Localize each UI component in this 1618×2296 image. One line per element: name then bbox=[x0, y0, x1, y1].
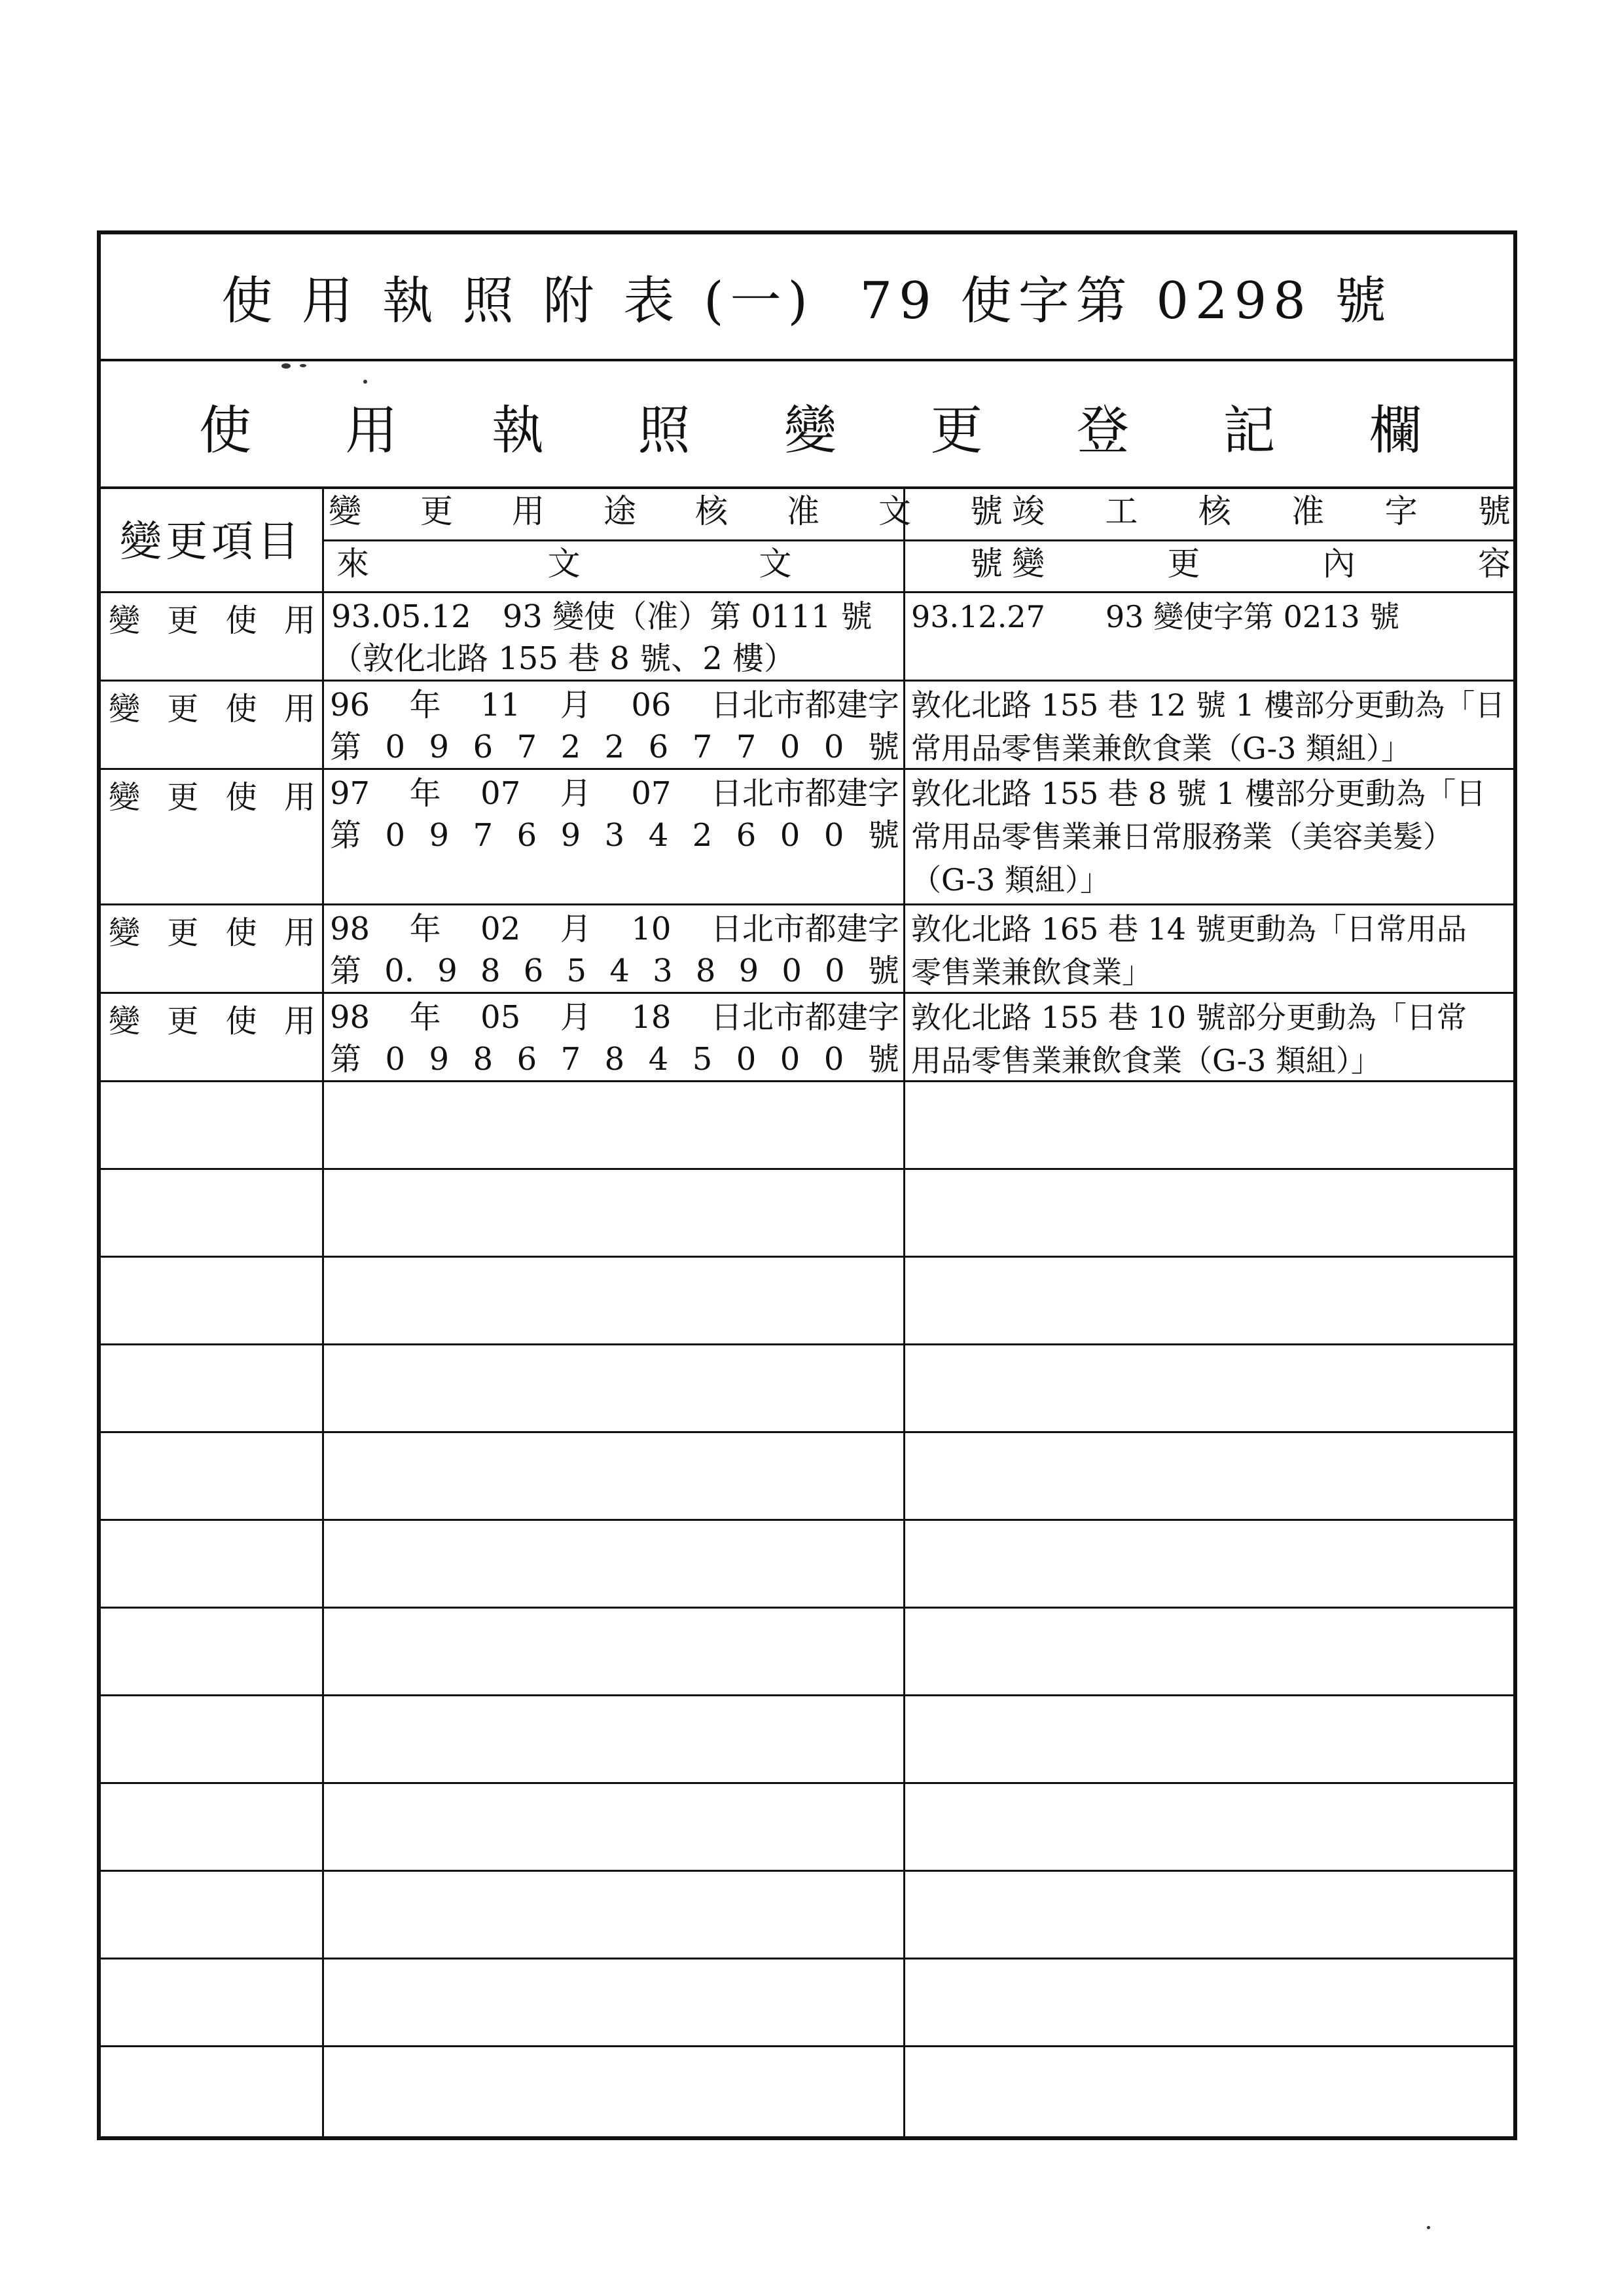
change-item-char: 變 bbox=[109, 602, 141, 639]
column-divider bbox=[903, 486, 905, 2140]
change-item-char: 用 bbox=[283, 1003, 315, 1040]
row-divider bbox=[101, 1607, 1513, 1609]
change-item-char: 更 bbox=[167, 602, 199, 639]
title-char: 登 bbox=[1077, 400, 1129, 461]
change-item-label bbox=[101, 683, 322, 727]
doc-number-part: 10 bbox=[631, 911, 672, 947]
doc-number-part: 3 bbox=[604, 817, 625, 854]
approval-doc-line bbox=[330, 772, 899, 815]
change-item-char: 更 bbox=[167, 691, 199, 727]
doc-number-part: 月 bbox=[560, 999, 592, 1036]
doc-number-part: 3 bbox=[653, 953, 673, 989]
title-char: 欄 bbox=[1369, 400, 1422, 461]
doc-number-part: 號 bbox=[867, 817, 899, 854]
row-divider bbox=[101, 2045, 1513, 2047]
title-char: 變 bbox=[784, 400, 836, 461]
header-char: 准 bbox=[1291, 492, 1325, 530]
row-divider bbox=[101, 903, 1513, 905]
header-char: 內 bbox=[1322, 545, 1356, 583]
scan-speck bbox=[1427, 2226, 1430, 2229]
approval-doc-line bbox=[330, 996, 899, 1039]
header-char: 途 bbox=[603, 492, 636, 530]
column-divider bbox=[322, 486, 324, 2140]
doc-number-part: 8 bbox=[480, 953, 501, 989]
row-divider bbox=[101, 1168, 1513, 1170]
doc-number-part: 8 bbox=[695, 953, 716, 989]
row-divider bbox=[101, 992, 1513, 994]
doc-number-part: 2 bbox=[692, 817, 713, 854]
doc-number-part: 0 bbox=[823, 817, 844, 854]
doc-number-part: 月 bbox=[560, 775, 592, 812]
doc-number-part: 第 bbox=[330, 1041, 362, 1078]
doc-number-part: 年 bbox=[409, 775, 441, 812]
header-char: 准 bbox=[787, 492, 819, 530]
change-item-char: 變 bbox=[109, 691, 141, 727]
doc-number-part: 9 bbox=[437, 953, 458, 989]
change-item-char: 更 bbox=[167, 915, 199, 951]
header-char: 字 bbox=[1384, 492, 1418, 530]
doc-number-part: 5 bbox=[566, 953, 587, 989]
header-char: 工 bbox=[1105, 492, 1138, 530]
change-item-char: 變 bbox=[109, 915, 141, 951]
doc-number-part: 9 bbox=[560, 817, 581, 854]
header-char: 核 bbox=[695, 492, 728, 530]
row-divider bbox=[101, 768, 1513, 770]
title-char: 用 bbox=[345, 400, 398, 461]
doc-number-part: 6 bbox=[516, 1041, 537, 1078]
doc-number-part: 6 bbox=[736, 817, 757, 854]
doc-number-part: 號 bbox=[867, 1041, 899, 1078]
row-divider bbox=[101, 1694, 1513, 1696]
doc-number-part: 7 bbox=[516, 729, 537, 765]
header-approval-number bbox=[329, 490, 1003, 539]
doc-number-part: 號 bbox=[867, 953, 899, 989]
doc-number-part: 7 bbox=[692, 729, 713, 765]
doc-number-part: 0 bbox=[825, 953, 845, 989]
doc-number-part: 0 bbox=[385, 817, 406, 854]
doc-number-part: 7 bbox=[473, 817, 494, 854]
change-item-label bbox=[101, 996, 322, 1039]
scan-speck bbox=[281, 363, 291, 369]
title-char: 執 bbox=[492, 400, 544, 461]
doc-number-part: 98 bbox=[330, 911, 370, 947]
header-char: 變 bbox=[1012, 545, 1045, 583]
change-item-char: 變 bbox=[109, 779, 141, 816]
doc-number-part: 07 bbox=[480, 775, 521, 812]
doc-number-part: 6 bbox=[473, 729, 494, 765]
change-item-label bbox=[101, 907, 322, 951]
doc-number-part: 0 bbox=[823, 1041, 844, 1078]
title-char: 照 bbox=[638, 400, 691, 461]
doc-number-part: 日北市都建字 bbox=[710, 999, 899, 1036]
change-item-char: 使 bbox=[225, 691, 257, 727]
approval-doc-line bbox=[330, 949, 899, 993]
doc-number-part: 07 bbox=[631, 775, 672, 812]
header-change-content bbox=[1012, 542, 1511, 592]
row-divider bbox=[101, 1080, 1513, 1082]
change-item-char: 使 bbox=[225, 915, 257, 951]
header-char: 更 bbox=[1167, 545, 1200, 583]
doc-number-part: 月 bbox=[560, 911, 592, 947]
scan-speck bbox=[363, 380, 367, 384]
doc-number-part: 8 bbox=[604, 1041, 625, 1078]
change-content-line: 敦化北路 155 巷 10 號部分更動為「日常 bbox=[911, 1000, 1467, 1035]
change-content-line: 用品零售業兼飲食業（G-3 類組）」 bbox=[911, 1043, 1382, 1078]
row-divider bbox=[101, 1958, 1513, 1959]
change-content-line: 零售業兼飲食業」 bbox=[911, 955, 1152, 990]
doc-number-part: 0 bbox=[385, 1041, 406, 1078]
header-char: 號 bbox=[970, 492, 1003, 530]
row-divider bbox=[101, 1519, 1513, 1521]
header-char: 核 bbox=[1198, 492, 1231, 530]
doc-number-part: 97 bbox=[330, 775, 370, 812]
header-char: 用 bbox=[512, 492, 545, 530]
doc-number-part: 9 bbox=[738, 953, 759, 989]
doc-number-part: 5 bbox=[692, 1041, 713, 1078]
doc-number-part: 第 bbox=[330, 953, 362, 989]
change-item-char: 用 bbox=[283, 602, 315, 639]
change-item-label bbox=[101, 595, 322, 638]
divider bbox=[101, 359, 1513, 361]
header-char: 文 bbox=[759, 545, 792, 583]
doc-number-part: 6 bbox=[648, 729, 669, 765]
row-divider bbox=[101, 1343, 1513, 1345]
row-divider bbox=[101, 1782, 1513, 1784]
divider bbox=[101, 591, 1513, 593]
doc-number-part: 0 bbox=[736, 1041, 757, 1078]
doc-number-part: 9 bbox=[429, 817, 450, 854]
doc-number-part: 6 bbox=[516, 817, 537, 854]
header-char: 竣 bbox=[1012, 492, 1045, 530]
doc-number-part: 4 bbox=[648, 817, 669, 854]
header-char: 容 bbox=[1477, 545, 1511, 583]
doc-number-part: 11 bbox=[480, 687, 521, 723]
change-content-line: 常用品零售業兼日常服務業（美容美髮） bbox=[911, 819, 1453, 854]
doc-number-part: 0 bbox=[780, 817, 800, 854]
doc-number-part: 98 bbox=[330, 999, 370, 1036]
change-item-char: 用 bbox=[283, 915, 315, 951]
header-char: 文 bbox=[878, 492, 911, 530]
license-form bbox=[97, 230, 1517, 2140]
doc-number-part: 4 bbox=[609, 953, 630, 989]
header-completion-number bbox=[1012, 490, 1511, 539]
doc-number-part: 05 bbox=[480, 999, 521, 1036]
doc-number-part: 0 bbox=[780, 729, 800, 765]
doc-number-part: 18 bbox=[631, 999, 672, 1036]
doc-number-part: 0 bbox=[385, 729, 406, 765]
header-char: 更 bbox=[420, 492, 453, 530]
header-char: 變 bbox=[329, 492, 361, 530]
approval-doc-line bbox=[330, 1038, 899, 1081]
doc-number-part: 日北市都建字 bbox=[710, 687, 899, 723]
change-item-char: 用 bbox=[283, 691, 315, 727]
doc-number-part: 0 bbox=[780, 1041, 800, 1078]
approval-doc-line bbox=[330, 814, 899, 857]
header-incoming-number bbox=[329, 542, 1003, 592]
doc-number-part: 第 bbox=[330, 817, 362, 854]
row-divider bbox=[101, 680, 1513, 682]
doc-number-part: 年 bbox=[409, 911, 441, 947]
row-divider bbox=[101, 1870, 1513, 1872]
change-item-char: 更 bbox=[167, 779, 199, 816]
change-content-line: 常用品零售業兼飲食業（G-3 類組）」 bbox=[911, 731, 1412, 766]
doc-number-part: 號 bbox=[867, 729, 899, 765]
row-divider bbox=[101, 1431, 1513, 1433]
change-item-char: 使 bbox=[225, 602, 257, 639]
doc-number-part: 0 bbox=[823, 729, 844, 765]
header-char: 號 bbox=[1477, 492, 1511, 530]
doc-number-part: 日北市都建字 bbox=[710, 775, 899, 812]
divider bbox=[322, 539, 1513, 541]
doc-number-part: 9 bbox=[429, 1041, 450, 1078]
change-content-line: 敦化北路 165 巷 14 號更動為「日常用品 bbox=[911, 911, 1467, 947]
doc-number-part: 06 bbox=[631, 687, 672, 723]
doc-number-part: 2 bbox=[604, 729, 625, 765]
approval-doc-line bbox=[330, 683, 899, 727]
change-content-line: （G-3 類組）」 bbox=[911, 862, 1111, 898]
title-char: 使 bbox=[199, 400, 251, 461]
scan-speck bbox=[300, 364, 306, 367]
header-change-item: 變更項目 bbox=[120, 518, 303, 566]
change-item-label bbox=[101, 772, 322, 815]
header-char: 來 bbox=[336, 545, 369, 583]
change-item-char: 變 bbox=[109, 1003, 141, 1040]
doc-number-part: 2 bbox=[560, 729, 581, 765]
change-item-char: 使 bbox=[225, 1003, 257, 1040]
doc-number-part: 7 bbox=[560, 1041, 581, 1078]
approval-doc-line bbox=[330, 907, 899, 951]
header-char: 文 bbox=[547, 545, 581, 583]
doc-number-part: 96 bbox=[330, 687, 370, 723]
change-item-char: 使 bbox=[225, 779, 257, 816]
change-content-line: 敦化北路 155 巷 8 號 1 樓部分更動為「日 bbox=[911, 776, 1486, 811]
section-title bbox=[199, 365, 1422, 486]
header-char: 號 bbox=[969, 545, 1003, 583]
doc-number-part: 6 bbox=[523, 953, 544, 989]
doc-number-part: 年 bbox=[409, 999, 441, 1036]
change-content-line: 93.12.27 93 變使字第 0213 號 bbox=[911, 599, 1400, 634]
title-char: 記 bbox=[1223, 400, 1276, 461]
doc-number-part: 月 bbox=[560, 687, 592, 723]
doc-number-part: 年 bbox=[409, 687, 441, 723]
approval-doc-line: 93.05.12 93 變使（准）第 0111 號 bbox=[331, 598, 872, 635]
approval-doc-line: （敦化北路 155 巷 8 號、2 樓） bbox=[331, 640, 795, 677]
change-item-char: 用 bbox=[283, 779, 315, 816]
doc-number-part: 第 bbox=[330, 729, 362, 765]
change-content-line: 敦化北路 155 巷 12 號 1 樓部分更動為「日 bbox=[911, 687, 1505, 723]
doc-number-part: 0. bbox=[384, 953, 415, 989]
row-divider bbox=[101, 1256, 1513, 1258]
doc-number-part: 4 bbox=[648, 1041, 669, 1078]
change-item-char: 更 bbox=[167, 1003, 199, 1040]
doc-number-part: 日北市都建字 bbox=[710, 911, 899, 947]
approval-doc-line bbox=[330, 725, 899, 769]
doc-number-part: 9 bbox=[429, 729, 450, 765]
doc-number-part: 7 bbox=[736, 729, 757, 765]
doc-number-part: 0 bbox=[782, 953, 802, 989]
form-title: 使 用 執 照 附 表 (一) 79 使字第 0298 號 bbox=[221, 272, 1393, 331]
title-char: 更 bbox=[930, 400, 983, 461]
doc-number-part: 8 bbox=[473, 1041, 494, 1078]
doc-number-part: 02 bbox=[480, 911, 521, 947]
